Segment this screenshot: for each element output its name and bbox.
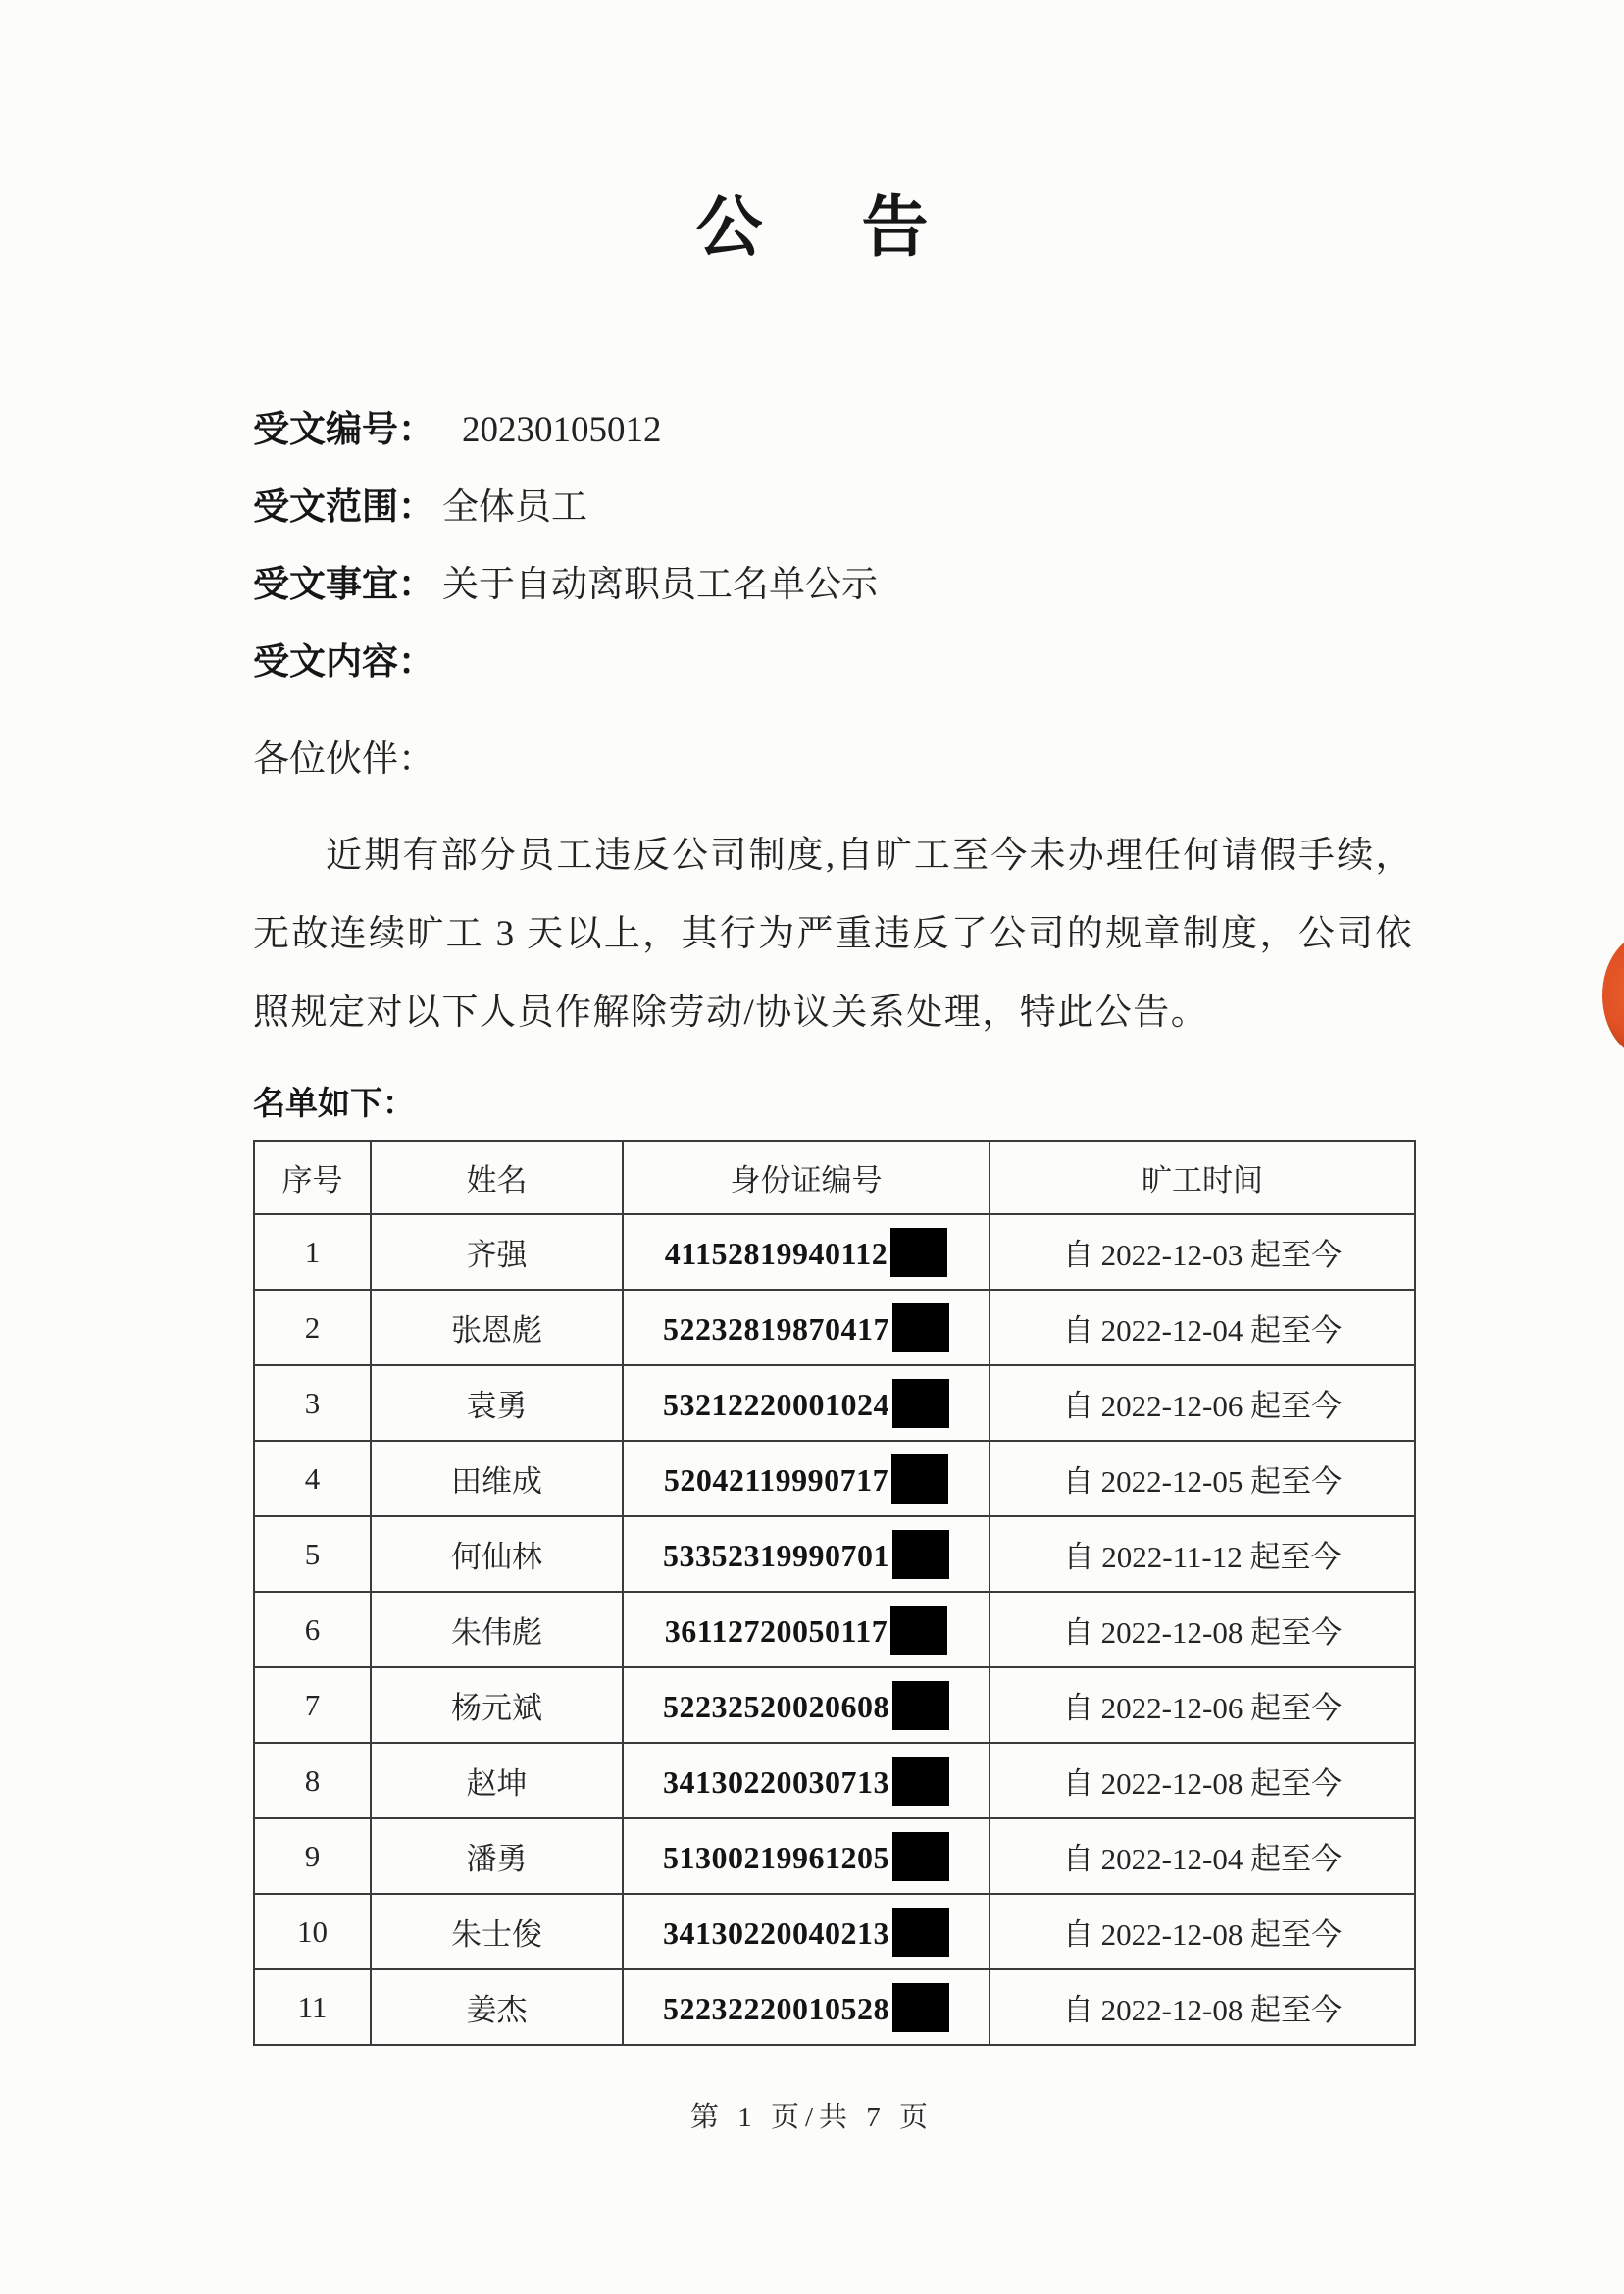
id-number-cell <box>623 1290 990 1365</box>
id-number-cell <box>623 1667 990 1743</box>
meta-block <box>253 409 1413 719</box>
table-header <box>254 1141 1415 1214</box>
id-number-cell <box>623 1894 990 1969</box>
header-absence-period: 旷工时间 <box>990 1141 1415 1214</box>
employee-name: 杨元斌 <box>371 1667 623 1743</box>
redaction-box <box>890 1228 947 1277</box>
absence-period: 自 2022-12-08 起至今 <box>990 1592 1415 1667</box>
table-row <box>254 1441 1415 1516</box>
employee-name: 袁勇 <box>371 1365 623 1441</box>
absence-period: 自 2022-12-04 起至今 <box>990 1290 1415 1365</box>
redaction-box <box>892 1908 949 1957</box>
absence-period: 自 2022-12-08 起至今 <box>990 1969 1415 2045</box>
employee-name: 姜杰 <box>371 1969 623 2045</box>
table-row <box>254 1290 1415 1365</box>
redaction-box <box>892 1303 949 1352</box>
id-number: 52232819870417 <box>663 1310 889 1347</box>
redaction-box <box>892 1681 949 1730</box>
row-index: 8 <box>254 1743 371 1818</box>
id-number-cell <box>623 1969 990 2045</box>
id-number: 52042119990717 <box>663 1461 889 1498</box>
employee-name: 赵坤 <box>371 1743 623 1818</box>
employee-name: 潘勇 <box>371 1818 623 1894</box>
id-number-cell <box>623 1818 990 1894</box>
scope-line <box>253 486 1413 564</box>
subject-value: 关于自动离职员工名单公示 <box>442 565 878 605</box>
id-number-cell <box>623 1743 990 1818</box>
redaction-box <box>890 1606 947 1655</box>
id-number-cell <box>623 1214 990 1290</box>
table-row <box>254 1743 1415 1818</box>
row-index: 4 <box>254 1441 371 1516</box>
employee-name: 齐强 <box>371 1214 623 1290</box>
row-index: 3 <box>254 1365 371 1441</box>
employee-roster-table <box>253 1140 1416 2046</box>
page-number: 第 1 页/共 7 页 <box>689 2102 935 2133</box>
id-number: 34130220030713 <box>663 1763 889 1800</box>
scope-value: 全体员工 <box>442 487 587 528</box>
body-paragraph: 近期有部分员工违反公司制度,自旷工至今未办理任何请假手续，无故连续旷工 3 天以上，其行为严重违反了公司的规章制度，公司依照规定对以下人员作解除劳动/协议关系处理，特此公告。 <box>253 836 1413 1033</box>
id-number: 51300219961205 <box>663 1839 889 1875</box>
id-number: 53352319990701 <box>663 1537 889 1573</box>
id-number: 52232220010528 <box>663 1990 889 2026</box>
row-index: 5 <box>254 1516 371 1592</box>
table-row <box>254 1969 1415 2045</box>
id-number: 52232520020608 <box>663 1688 889 1724</box>
table-row <box>254 1667 1415 1743</box>
content-line <box>253 641 1413 719</box>
document-content <box>0 409 1624 2046</box>
id-number-cell <box>623 1365 990 1441</box>
employee-name: 张恩彪 <box>371 1290 623 1365</box>
employee-name: 朱伟彪 <box>371 1592 623 1667</box>
scope-label: 受文范围： <box>253 487 434 528</box>
row-index: 7 <box>254 1667 371 1743</box>
row-index: 9 <box>254 1818 371 1894</box>
id-number: 53212220001024 <box>663 1386 889 1422</box>
table-row <box>254 1894 1415 1969</box>
absence-period: 自 2022-11-12 起至今 <box>990 1516 1415 1592</box>
table-row <box>254 1516 1415 1592</box>
redaction-box <box>891 1454 948 1504</box>
row-index: 11 <box>254 1969 371 2045</box>
row-index: 2 <box>254 1290 371 1365</box>
absence-period: 自 2022-12-06 起至今 <box>990 1667 1415 1743</box>
absence-period: 自 2022-12-04 起至今 <box>990 1818 1415 1894</box>
salutation: 各位伙伴： <box>253 739 434 780</box>
subject-line <box>253 564 1413 641</box>
redaction-box <box>892 1379 949 1428</box>
header-index: 序号 <box>254 1141 371 1214</box>
employee-table-body <box>254 1214 1415 2045</box>
employee-name: 何仙林 <box>371 1516 623 1592</box>
employee-name: 田维成 <box>371 1441 623 1516</box>
id-number: 36112720050117 <box>664 1612 888 1649</box>
list-intro: 名单如下： <box>253 1087 415 1122</box>
row-index: 6 <box>254 1592 371 1667</box>
table-row <box>254 1818 1415 1894</box>
id-number: 41152819940112 <box>664 1235 888 1271</box>
id-number-cell <box>623 1592 990 1667</box>
employee-name: 朱士俊 <box>371 1894 623 1969</box>
id-number-cell <box>623 1516 990 1592</box>
doc-number-label: 受文编号： <box>253 410 434 450</box>
content-label: 受文内容： <box>253 642 434 683</box>
table-row <box>254 1365 1415 1441</box>
redaction-box <box>892 1757 949 1806</box>
redaction-box <box>892 1983 949 2032</box>
subject-label: 受文事宜： <box>253 565 434 605</box>
row-index: 10 <box>254 1894 371 1969</box>
doc-number-value: 20230105012 <box>462 410 662 450</box>
table-row <box>254 1592 1415 1667</box>
id-number-cell <box>623 1441 990 1516</box>
header-name: 姓名 <box>371 1141 623 1214</box>
page-title: 公 告 <box>695 190 970 265</box>
id-number: 34130220040213 <box>663 1914 889 1951</box>
absence-period: 自 2022-12-06 起至今 <box>990 1365 1415 1441</box>
absence-period: 自 2022-12-03 起至今 <box>990 1214 1415 1290</box>
absence-period: 自 2022-12-08 起至今 <box>990 1743 1415 1818</box>
doc-number-line <box>253 409 1413 486</box>
row-index: 1 <box>254 1214 371 1290</box>
header-id-number: 身份证编号 <box>623 1141 990 1214</box>
redaction-box <box>892 1530 949 1579</box>
absence-period: 自 2022-12-08 起至今 <box>990 1894 1415 1969</box>
redaction-box <box>892 1832 949 1881</box>
absence-period: 自 2022-12-05 起至今 <box>990 1441 1415 1516</box>
table-row <box>254 1214 1415 1290</box>
